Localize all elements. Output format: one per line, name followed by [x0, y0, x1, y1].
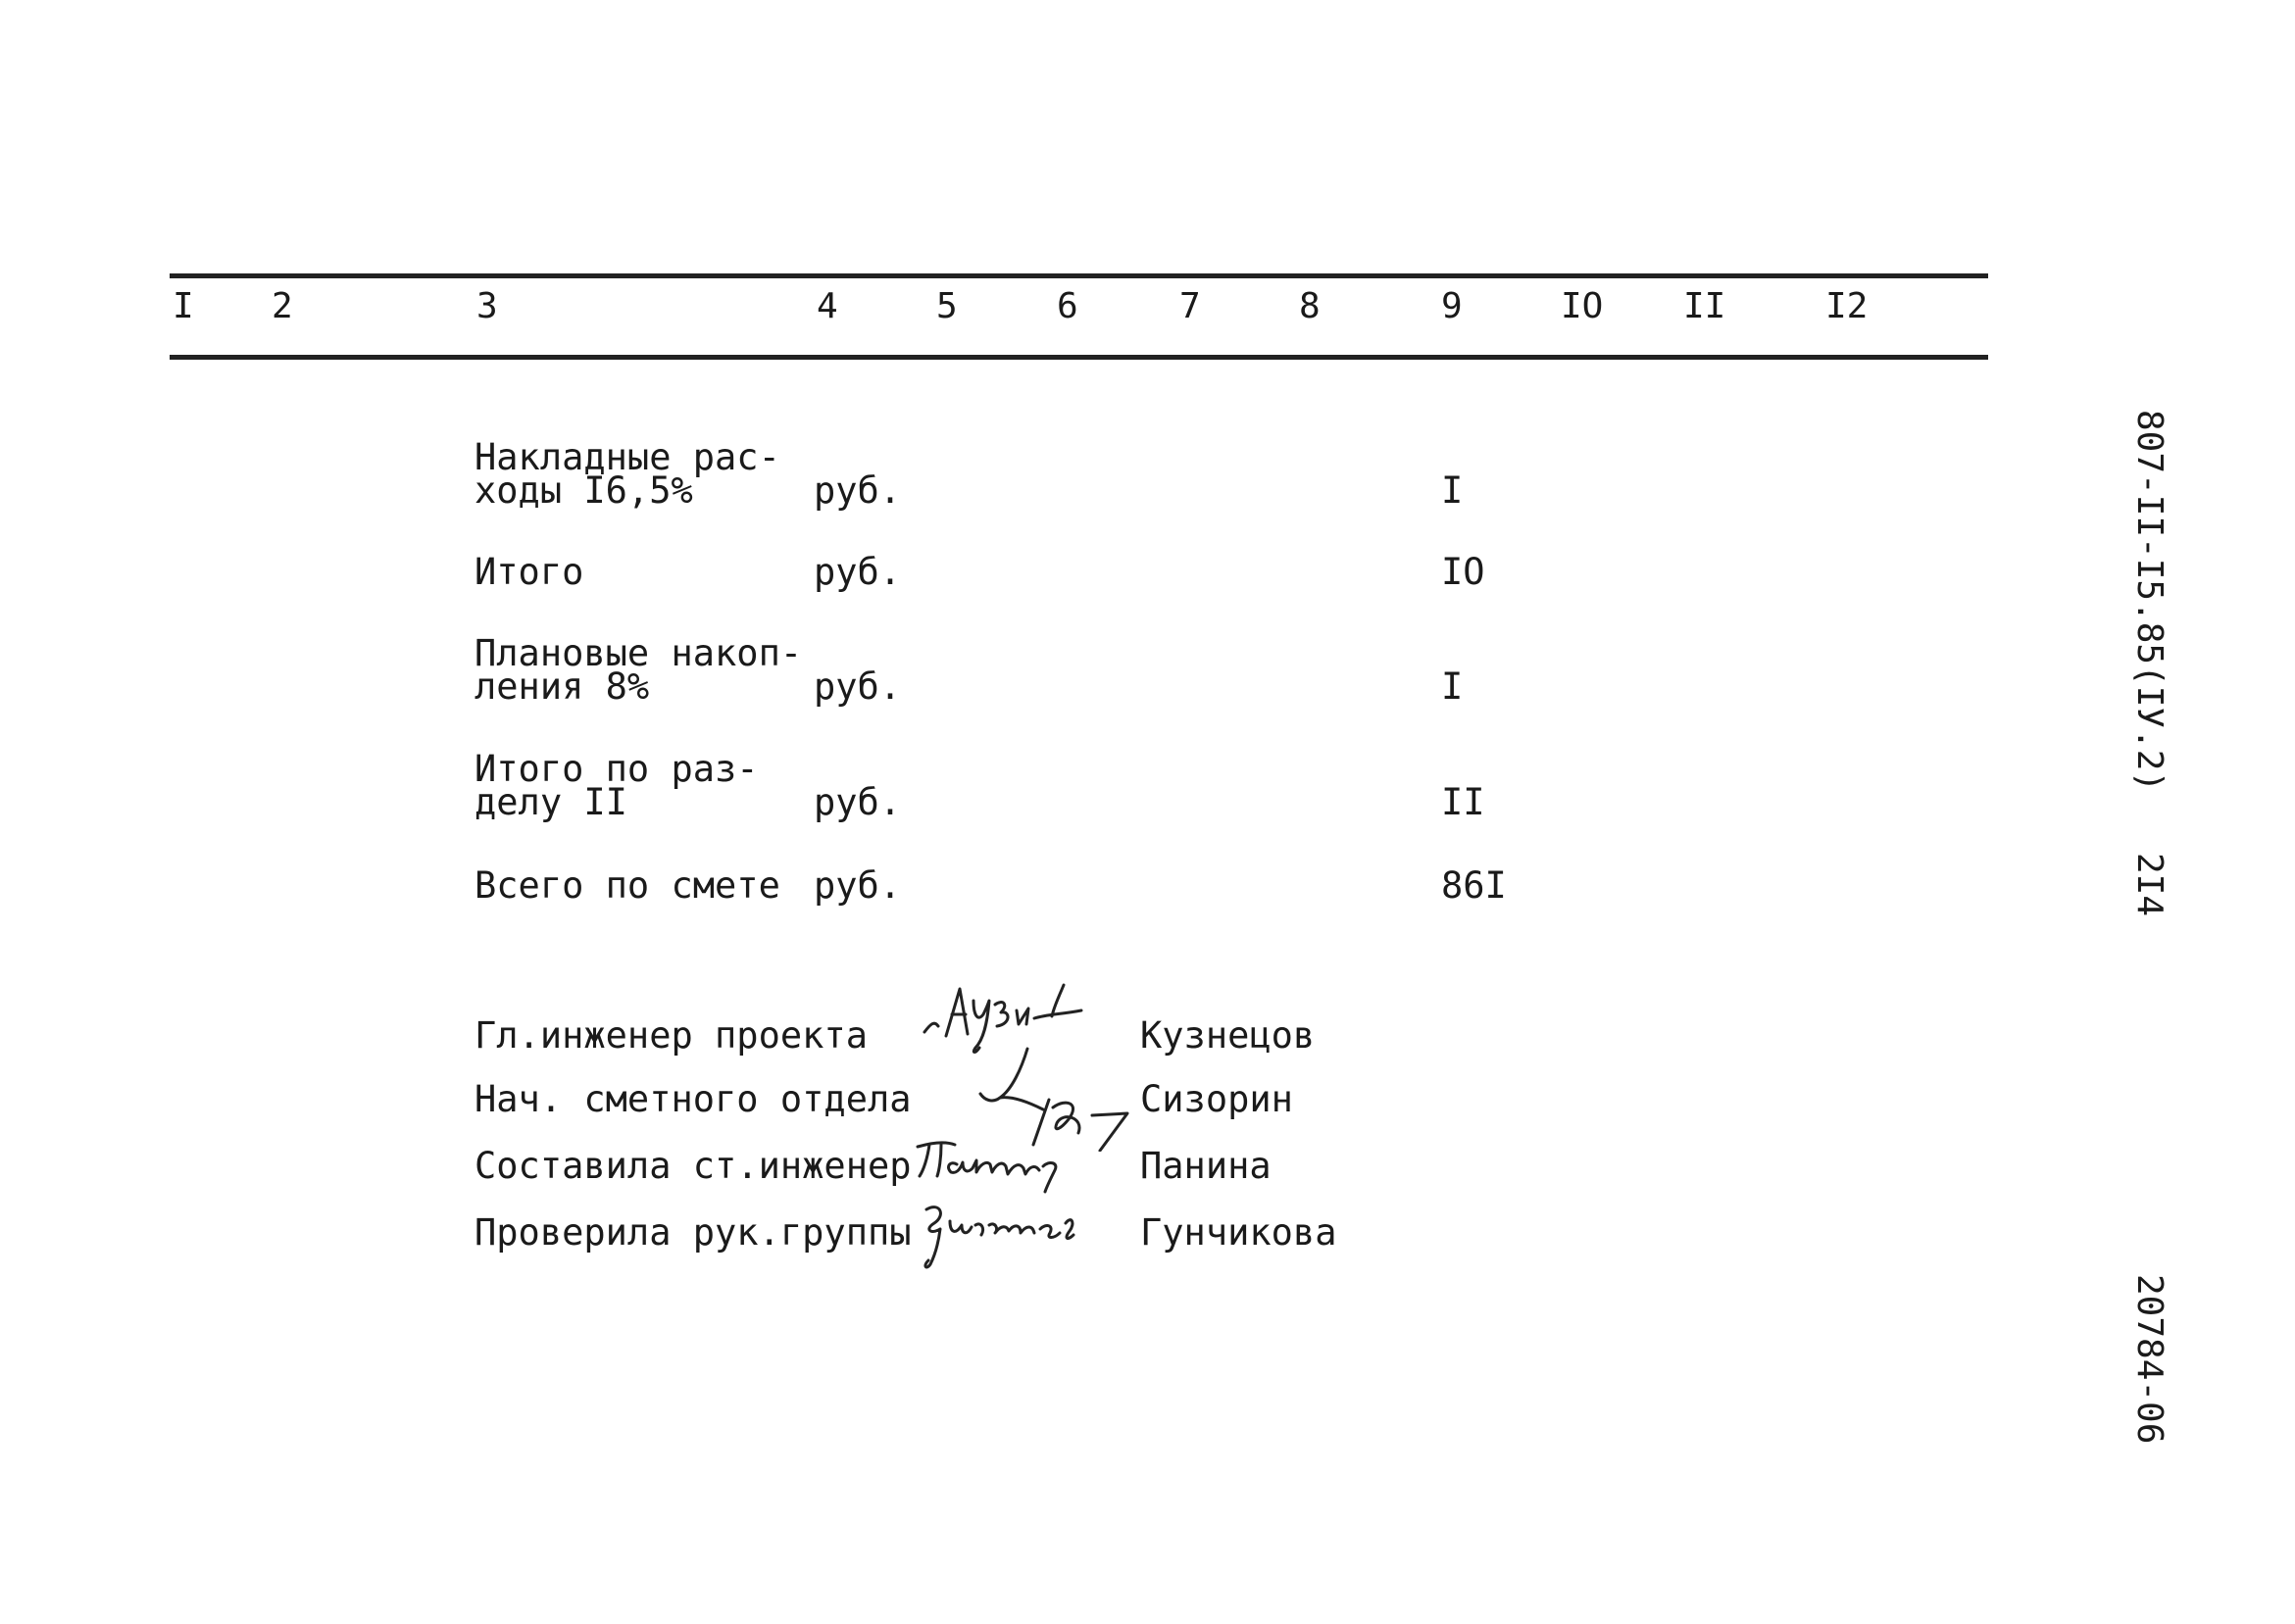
column-number: II	[1683, 286, 1726, 326]
signer-role: Составила ст.инженер	[474, 1145, 912, 1187]
signer-name: Кузнецов	[1140, 1014, 1316, 1057]
row-value: I	[1441, 469, 1464, 512]
handwritten-signature	[912, 1135, 1078, 1194]
column-number: I2	[1825, 286, 1869, 326]
inventory-number: 20784-06	[2129, 1274, 2170, 1445]
row-unit: руб.	[814, 864, 902, 907]
column-number: 6	[1057, 286, 1078, 326]
signer-name: Сизорин	[1140, 1078, 1293, 1120]
row-unit: руб.	[814, 551, 902, 593]
signer-role: Гл.инженер проекта	[474, 1014, 868, 1057]
row-label-line: Плановые накоп-	[474, 632, 803, 674]
column-number: 4	[817, 286, 838, 326]
handwritten-signature	[917, 1196, 1083, 1274]
row-unit: руб.	[814, 781, 902, 823]
row-value: 86I	[1441, 864, 1507, 907]
signer-role: Проверила рук.группы	[474, 1211, 912, 1254]
document-code: 807-II-I5.85(IУ.2)	[2129, 410, 2170, 793]
row-label-line: Итого по раз-	[474, 748, 759, 790]
row-value: IO	[1441, 551, 1485, 593]
row-value: I	[1441, 665, 1464, 708]
row-label-line: Накладные рас-	[474, 436, 780, 478]
row-value: II	[1441, 781, 1485, 823]
column-number: 3	[476, 286, 498, 326]
header-bottom-rule	[170, 355, 1988, 360]
header-top-rule	[170, 273, 1988, 278]
row-label-line: ления 8%	[474, 665, 650, 708]
page-number: 2I4	[2129, 853, 2170, 917]
signer-name: Гунчикова	[1140, 1211, 1337, 1254]
row-label-line: ходы I6,5%	[474, 469, 693, 512]
column-number: 8	[1299, 286, 1321, 326]
row-label-line: Всего по смете	[474, 864, 780, 907]
row-unit: руб.	[814, 665, 902, 708]
column-number: 9	[1441, 286, 1463, 326]
signer-role: Нач. сметного отдела	[474, 1078, 912, 1120]
column-number: 7	[1179, 286, 1201, 326]
row-unit: руб.	[814, 469, 902, 512]
signer-name: Панина	[1140, 1145, 1272, 1187]
column-number: IO	[1561, 286, 1604, 326]
row-label-line: делу II	[474, 781, 627, 823]
column-number: 5	[936, 286, 958, 326]
row-label-line: Итого	[474, 551, 584, 593]
column-number: 2	[272, 286, 293, 326]
column-number: I	[173, 286, 194, 326]
